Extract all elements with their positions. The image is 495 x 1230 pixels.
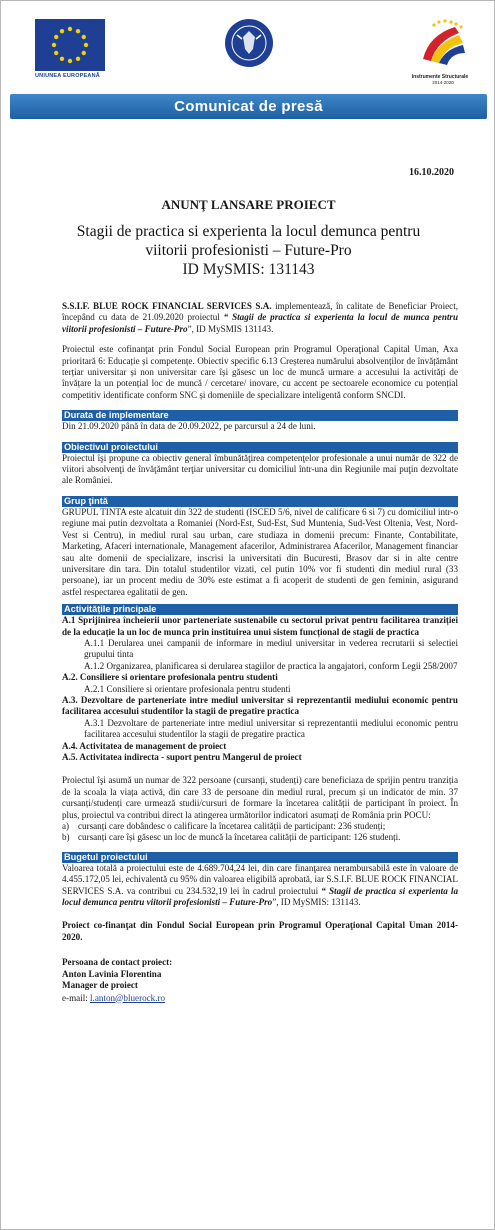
intro-paragraph bbox=[62, 301, 458, 335]
activity-a1-1: A.1.1 Derularea unei campanii de informare in mediul universitar in vederea recrutarii si selectiei grupului tinta bbox=[84, 637, 458, 660]
funding-paragraph: Proiectul este cofinanţat prin Fondul Social European prin Programul Operaţional Capital Uman, Axa prioritară 6: Educație și competențe. Obiectiv specific 6.13 Creșterea numărului absolvenților de învățământ terțiar universitar și non universitar care își găsesc un loc de muncă urmare a accesului la activități de învățare la un potențial loc de muncă / cercetare/ inovare, cu accent pe sectoarele economice cu potențial competitiv identificate conform SNC și domeniile de specializare inteligentă conform SNCDI. bbox=[62, 344, 458, 400]
cofinance-statement: Proiect co-finanţat din Fondul Social European prin Programul Operaţional Capital Uman 2014-2020. bbox=[62, 920, 458, 942]
project-id: ID MySMIS: 131143 bbox=[182, 261, 315, 278]
activity-a5: A.5. Activitatea indirecta - suport pentru Mangerul de proiect bbox=[62, 752, 302, 762]
contact-name: Anton Lavinia Florentina bbox=[62, 968, 162, 979]
contact-label: Persoana de contact proiect: bbox=[62, 957, 173, 968]
section-objective-title: Obiectivul proiectului bbox=[62, 442, 458, 453]
intro-text-end: ”, ID MySMIS 131143. bbox=[187, 323, 274, 334]
list-item bbox=[62, 821, 458, 832]
list-item-text: cursanți care își găsesc un loc de muncă la încetarea calității de participant: 126 studenți. bbox=[78, 832, 401, 843]
budget-project-name: “ Stagii de practica si experienta la locul demunca pentru viitorii profesionisti – Future-Pro bbox=[62, 885, 458, 908]
activity-a3: A.3. Dezvoltare de parteneriate intre mediul universitar si reprezentantii mediului economic pentru facilitarea accesului studentilor la stagii de pregatire practica bbox=[62, 694, 458, 717]
activity-a2: A.2. Consiliere si orientare profesionala pentru studenti bbox=[62, 672, 278, 683]
list-marker: b) bbox=[62, 832, 70, 843]
list-item bbox=[62, 832, 458, 843]
section-activities-title: Activitățile principale bbox=[62, 604, 458, 615]
results-list bbox=[62, 821, 458, 844]
results-paragraph: Proiectul îşi asumă un numar de 322 persoane (cursanți, studenți) care beneficiaza de sprijin pentru tranziția de la scoala la viața activă, din care 33 de persoane din mediul rural, precum și un indicator de min. 37 cursanți/studenți care urmează studii/cursuri de formare la încetarea calității de participant în proiect. În plus, proiectul va contribui direct la atingerea următorilor indicatori asumați de România prin POCU: bbox=[62, 775, 458, 820]
budget-text-end: ”, ID MySMIS: 131143. bbox=[272, 897, 361, 908]
email-label: e-mail: bbox=[62, 992, 91, 1003]
section-budget-title: Bugetul proiectului bbox=[62, 852, 458, 863]
contact-role: Manager de proiect bbox=[62, 980, 138, 991]
document-body bbox=[62, 301, 458, 1004]
contact-email-link[interactable]: l.anton@bluerock.ro bbox=[90, 992, 166, 1003]
structural-instruments-logo bbox=[411, 15, 471, 87]
banner-title: Comunicat de presă bbox=[174, 98, 323, 115]
eu-logo bbox=[35, 19, 105, 85]
government-seal-icon bbox=[223, 17, 275, 69]
section-objective-text: Proiectul îşi propune ca obiectiv general îmbunătăţirea competenţelor profesionale a unui număr de 322 de viitori absolvenţi de învăţământ terţiar universitar cu domiciliul într-una din Regiunile mai puţin dezvoltate ale României. bbox=[62, 452, 458, 486]
eu-caption: UNIUNEA EUROPEANĂ bbox=[35, 73, 100, 79]
section-duration-text: Din 21.09.2020 până în data de 20.09.2022, pe parcursul a 24 de luni. bbox=[62, 421, 316, 432]
section-budget-text bbox=[62, 863, 458, 909]
project-title: Stagii de practica si experienta la locul demunca pentru viitorii profesionisti – Future-Pro bbox=[76, 223, 421, 259]
intro-text: implementează, în calitate de Beneficiar Proiect, începând cu data de 21.09.2020 proiectul bbox=[62, 301, 458, 323]
activity-a1: A.1 Sprijinirea încheierii unor parteneriate sustenabile cu sectorul privat pentru facilitarea tranziției de la educație la un loc de munca prin instituirea unui sistem funcțional de stagii de practica bbox=[62, 615, 458, 637]
section-target-title: Grup ţintă bbox=[62, 496, 458, 507]
announce-heading: ANUNŢ LANSARE PROIECT bbox=[161, 197, 336, 212]
budget-text: Valoarea totală a proiectului este de 4.689.704,24 lei, din care finanţarea nerambursabilă este în valoare de 4.455.172,05 lei, echivalentă cu 95% din valoarea eligibilă aprobată, iar S.S.I.F. BLUE ROCK FINANCIAL SERVICES S.A. va contribui cu 234.532,19 lei în cadrul proiectului bbox=[62, 862, 458, 896]
header-logos bbox=[1, 15, 495, 87]
section-target-text: GRUPUL TINTA este alcatuit din 322 de studenti (ISCED 5/6, nivel de calificare 6 si 7) cu domiciliul intr-o regiune mai putin dezvoltata a Romaniei (Nord-Est, Sud-Est, Sud Muntenia, Sud-Vest Oltenia, Vest, Nord-Vest si Centru), in mediul rural sau urban, care studiaza in domenii precum: Finante, Contabilitate, Marketing, Afaceri internationale, Management afacerilor, Administrarea Afacerilor, Management financiar sau alte domenii de specializare, inscrisi la universitati din Bucuresti, Brasov dar si in alte centre universitare din tara. Din totalul studentilor vizati, cel putin 10% vor fi studenti din mediul rural (33 persoane), iar un procent mediu de 30% este estimat a fi acoperit de studenti de gen feminin, asigurand astfel respectarea egalitatii de gen. bbox=[62, 506, 458, 597]
press-release-banner bbox=[10, 94, 487, 119]
structural-instruments-icon bbox=[415, 15, 471, 67]
activity-a2-1: A.2.1 Consiliere si orientare profesionala pentru studenti bbox=[84, 683, 291, 694]
activity-a4: A.4. Activitatea de management de proiect bbox=[62, 740, 227, 751]
activity-a1-2: A.1.2 Organizarea, planificarea si derularea stagiilor de practica la angajatori, conform Legii 258/2007 bbox=[84, 660, 458, 671]
release-date: 16.10.2020 bbox=[409, 167, 454, 178]
list-item-text: cursanți care dobândesc o calificare la încetarea calității de participant: 236 studenți; bbox=[78, 821, 386, 832]
list-marker: a) bbox=[62, 821, 70, 832]
structural-instruments-years: 2014-2020 bbox=[432, 80, 454, 85]
contact-email-line bbox=[62, 993, 458, 1004]
eu-flag-icon bbox=[35, 19, 105, 71]
intro-project-name: “ Stagii de practica si experienta la locul de munca pentru viitorii profesionisti – Future-Pro bbox=[62, 312, 458, 334]
beneficiary-name: S.S.I.F. BLUE ROCK FINANCIAL SERVICES S.A. bbox=[62, 301, 272, 311]
structural-instruments-caption: Instrumente Structurale bbox=[411, 74, 469, 80]
activity-a3-1: A.3.1 Dezvoltare de parteneriate intre mediul universitar si reprezentantii mediului economic pentru facilitarea accesului studentilor la stagii de pregatire practica bbox=[84, 717, 458, 740]
section-duration-title: Durata de implementare bbox=[62, 410, 458, 421]
